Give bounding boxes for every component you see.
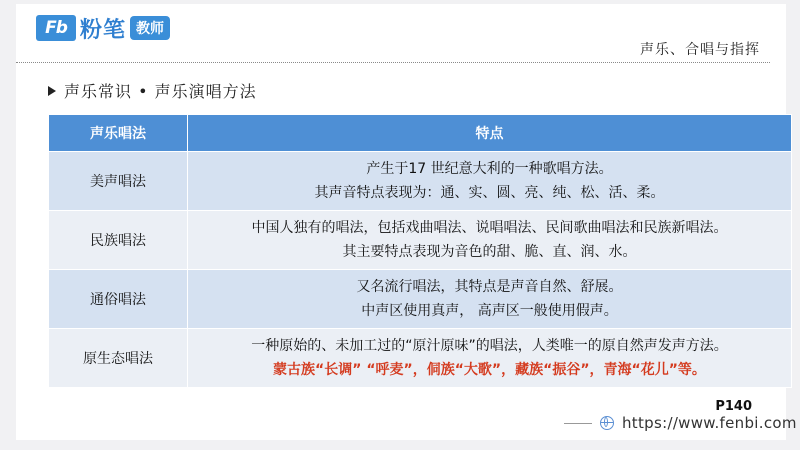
logo-tag: 教师 xyxy=(130,16,170,40)
logo-mark: Fb xyxy=(36,15,76,41)
page-number: P140 xyxy=(715,399,752,414)
footer-divider xyxy=(564,423,592,424)
brand-logo xyxy=(36,12,170,44)
column-header-method: 声乐唱法 xyxy=(49,115,188,152)
table-row xyxy=(49,211,792,270)
method-features xyxy=(188,329,792,388)
feature-line: 又名流行唱法，其特点是声音自然、舒展。 xyxy=(356,279,623,295)
globe-icon xyxy=(600,416,614,430)
feature-line: 其主要特点表现为音色的甜、脆、直、润、水。 xyxy=(342,244,637,260)
slide xyxy=(16,4,797,440)
section-heading xyxy=(48,79,257,102)
footer-url-row xyxy=(564,414,797,432)
feature-line-highlight: 蒙古族“长调” “呼麦”，侗族“大歌”，藏族“振谷”，青海“花儿”等。 xyxy=(273,362,706,378)
arrow-bullet-icon xyxy=(48,86,56,96)
feature-line: 中国人独有的唱法，包括戏曲唱法、说唱唱法、民间歌曲唱法和民族新唱法。 xyxy=(251,220,728,236)
method-name: 原生态唱法 xyxy=(49,329,188,388)
table-row xyxy=(49,152,792,211)
feature-line: 一种原始的、未加工过的“原汁原味”的唱法，人类唯一的原自然声发声方法。 xyxy=(251,338,728,354)
method-features xyxy=(188,152,792,211)
method-features xyxy=(188,211,792,270)
method-name: 美声唱法 xyxy=(49,152,188,211)
method-name: 民族唱法 xyxy=(49,211,188,270)
feature-line: 中声区使用真声， 高声区一般使用假声。 xyxy=(361,303,618,319)
feature-line: 产生于17 世纪意大利的一种歌唱方法。 xyxy=(366,161,613,177)
method-name: 通俗唱法 xyxy=(49,270,188,329)
header-divider xyxy=(16,62,770,63)
table-row xyxy=(49,270,792,329)
header-title: 声乐、合唱与指挥 xyxy=(640,42,760,58)
table-header-row xyxy=(49,115,792,152)
table-row xyxy=(49,329,792,388)
method-features xyxy=(188,270,792,329)
logo-name: 粉笔 xyxy=(80,17,127,43)
column-header-features: 特点 xyxy=(188,115,792,152)
singing-methods-table xyxy=(48,114,792,388)
feature-line: 其声音特点表现为：通、实、圆、亮、纯、松、活、柔。 xyxy=(314,185,665,201)
website-url[interactable]: https://www.fenbi.com xyxy=(622,414,797,432)
section-title: 声乐常识 • 声乐演唱方法 xyxy=(64,82,257,101)
